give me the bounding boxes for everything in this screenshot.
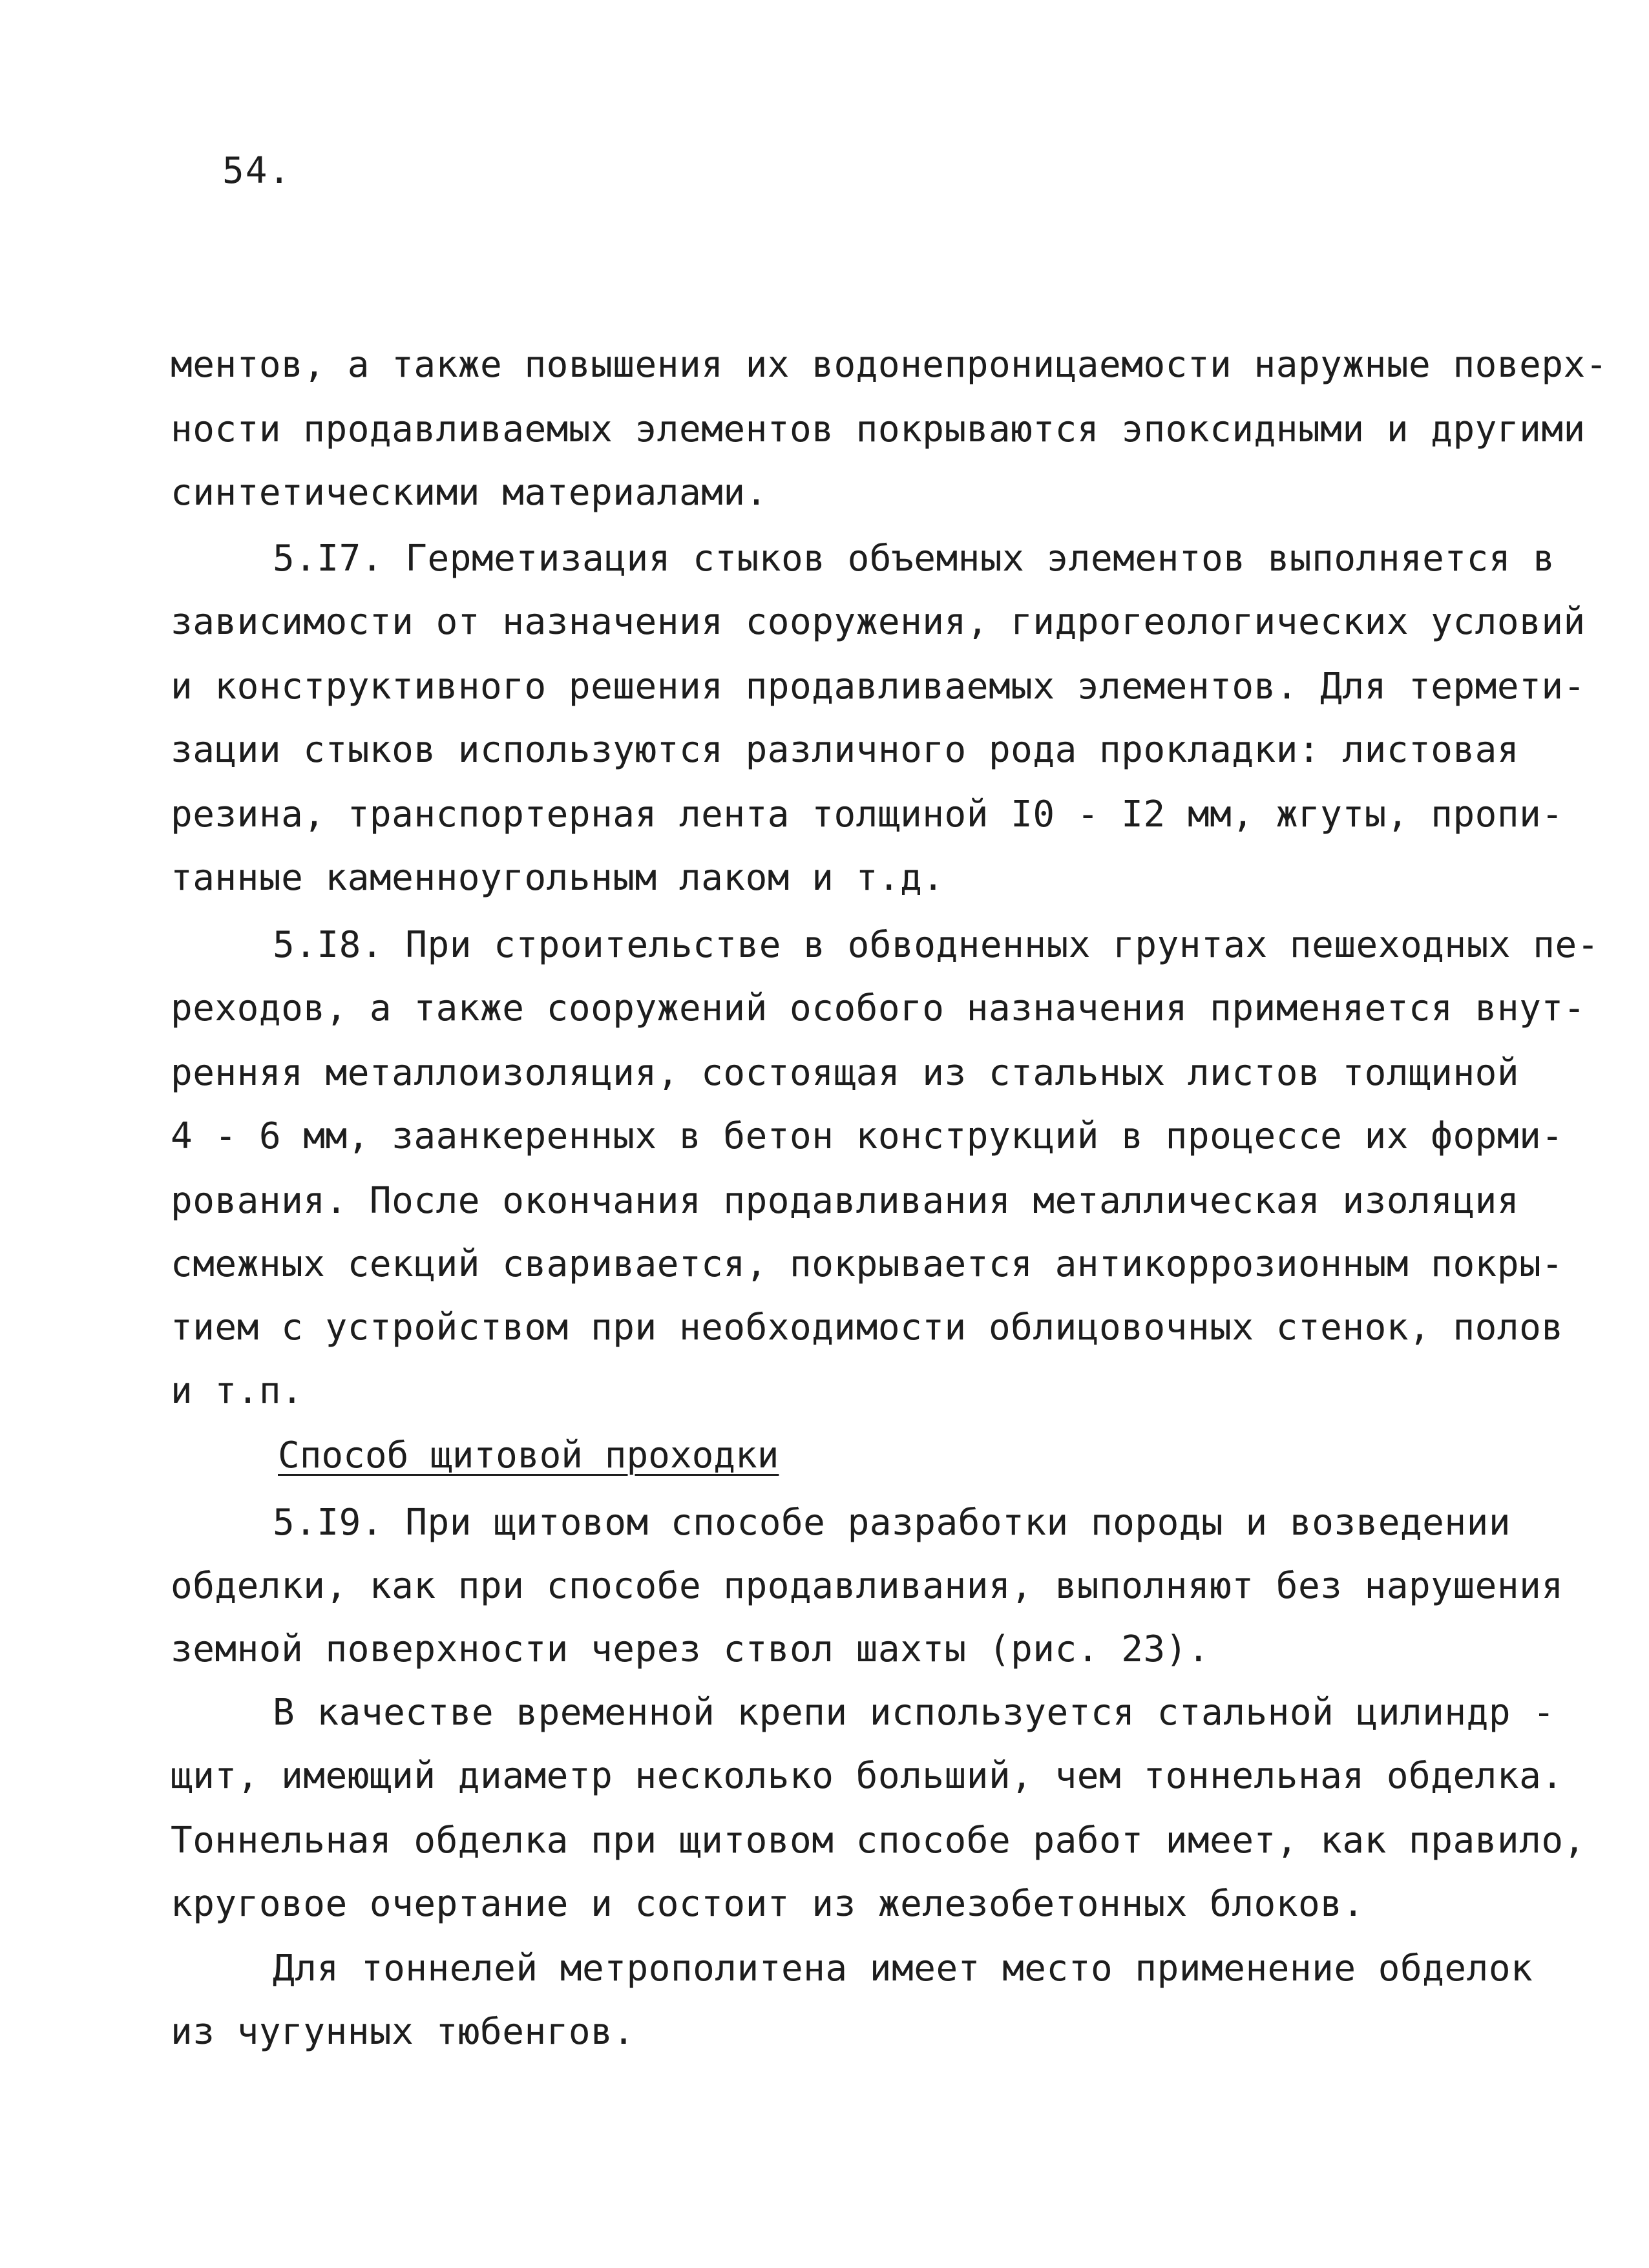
- text-line: смежных секций сваривается, покрывается антикоррозионным покры-: [171, 1243, 1564, 1285]
- text-line: и т.п.: [171, 1370, 304, 1412]
- text-line: зависимости от назначения сооружения, гидрогеологических условий: [171, 601, 1586, 643]
- text-line: обделки, как при способе продавливания, выполняют без нарушения: [171, 1565, 1564, 1607]
- text-line: ментов, а также повышения их водонепроницаемости наружные поверх-: [171, 344, 1608, 386]
- text-line: В качестве временной крепи используется стальной цилиндр -: [273, 1692, 1555, 1734]
- section-heading: Способ щитовой проходки: [278, 1434, 779, 1476]
- text-line: щит, имеющий диаметр несколько больший, чем тоннельная обделка.: [171, 1755, 1564, 1797]
- text-line: танные каменноугольным лаком и т.д.: [171, 857, 945, 899]
- text-line: синтетическими материалами.: [171, 472, 768, 514]
- text-line: земной поверхности через ствол шахты (рис. 23).: [171, 1628, 1210, 1670]
- text-line: круговое очертание и состоит из железобетонных блоков.: [171, 1883, 1365, 1925]
- text-line: из чугунных тюбенгов.: [171, 2011, 635, 2053]
- text-line: 5.I7. Герметизация стыков объемных элементов выполняется в: [273, 538, 1555, 580]
- text-line: реходов, а также сооружений особого назначения применяется внут-: [171, 987, 1586, 1029]
- text-line: Тоннельная обделка при щитовом способе работ имеет, как правило,: [171, 1820, 1586, 1862]
- text-line: 4 - 6 мм, заанкеренных в бетон конструкций в процессе их форми-: [171, 1115, 1564, 1157]
- text-line: и конструктивного решения продавливаемых элементов. Для термети-: [171, 666, 1586, 708]
- text-line: Для тоннелей метрополитена имеет место применение обделок: [273, 1948, 1533, 1990]
- text-line: резина, транспортерная лента толщиной I0 - I2 мм, жгуты, пропи-: [171, 793, 1564, 835]
- text-line: тием с устройством при необходимости облицовочных стенок, полов: [171, 1307, 1564, 1349]
- text-line: рования. После окончания продавливания металлическая изоляция: [171, 1180, 1520, 1222]
- text-line: ности продавливаемых элементов покрываются эпоксидными и другими: [171, 408, 1586, 450]
- text-line: зации стыков используются различного рода прокладки: листовая: [171, 729, 1520, 771]
- text-line: 5.I8. При строительстве в обводненных грунтах пешеходных пе-: [273, 924, 1599, 966]
- page-number: 54.: [222, 150, 292, 192]
- text-line: ренняя металлоизоляция, состоящая из стальных листов толщиной: [171, 1052, 1520, 1094]
- text-line: 5.I9. При щитовом способе разработки породы и возведении: [273, 1502, 1511, 1544]
